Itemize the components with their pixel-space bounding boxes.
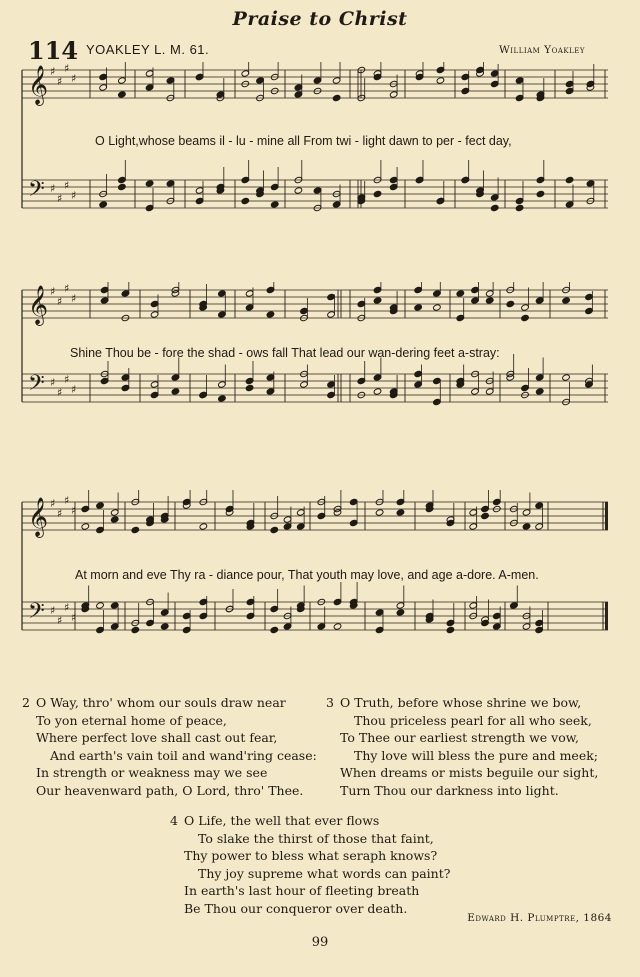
stanza-line: Be Thou our conqueror over death. [184, 900, 408, 916]
svg-text:♯: ♯ [64, 601, 70, 614]
svg-text:♯: ♯ [71, 504, 77, 517]
svg-text:♯: ♯ [57, 295, 63, 308]
svg-text:𝄞: 𝄞 [28, 497, 49, 537]
svg-text:♯: ♯ [57, 614, 63, 627]
svg-text:♯: ♯ [57, 507, 63, 520]
svg-text:♯: ♯ [64, 282, 70, 295]
stanza-line: O Life, the well that ever flows [184, 813, 380, 828]
svg-text:♯: ♯ [71, 383, 77, 396]
stanza-line: In earth's last hour of fleeting breath [184, 883, 420, 898]
stanza-line: To yon eternal home of peace, [36, 712, 227, 728]
svg-text:♯: ♯ [64, 494, 70, 507]
svg-text:♯: ♯ [50, 604, 56, 617]
staff-graphic [20, 282, 610, 442]
svg-text:𝄞: 𝄞 [28, 285, 49, 325]
stanza-line: When dreams or mists beguile our sight, [340, 765, 599, 780]
svg-text:♯: ♯ [57, 75, 63, 88]
music-system-2 [20, 282, 610, 442]
svg-text:♯: ♯ [50, 497, 56, 510]
stanza-number: 3 [326, 695, 334, 710]
composer-credit: William Yoakley [498, 44, 585, 56]
svg-text:𝄢: 𝄢 [28, 371, 45, 401]
text-author-credit: Edward H. Plumptre, 1864 [467, 912, 612, 924]
stanza-line: Thy power to bless what seraph knows? [184, 848, 438, 863]
lyric-line-1: O Light,whose beams il - lu - mine all From twi - light dawn to per - fect day, [95, 134, 512, 148]
svg-text:♯: ♯ [64, 179, 70, 192]
svg-text:𝄢: 𝄢 [28, 177, 45, 207]
stanza-number: 4 [170, 813, 178, 828]
staff-lines [22, 490, 608, 634]
svg-text:♯: ♯ [71, 611, 77, 624]
svg-text:♯: ♯ [64, 373, 70, 386]
stanza-line: Thy love will bless the pure and meek; [354, 747, 599, 763]
tune-name: YOAKLEY L. M. 61. [86, 42, 210, 57]
svg-text:♯: ♯ [50, 65, 56, 78]
stanza-line: Thou priceless pearl for all who seek, [354, 712, 592, 728]
svg-text:𝄞: 𝄞 [28, 65, 49, 105]
stanza-number: 2 [22, 695, 30, 710]
stanza-line: Our heavenward path, O Lord, thro' Thee. [36, 782, 304, 798]
svg-text:♯: ♯ [50, 285, 56, 298]
stanza-line: O Truth, before whose shrine we bow, [340, 695, 582, 710]
hymn-title: Praise to Christ [232, 8, 408, 30]
stanza-line: Where perfect love shall cast out fear, [36, 730, 278, 745]
stanza-line: O Way, thro' whom our souls draw near [36, 695, 286, 710]
staff-lines [22, 282, 608, 406]
stanza-line: To slake the thirst of those that faint, [198, 830, 434, 846]
stanza-line: Thy joy supreme what words can paint? [198, 865, 451, 881]
lyric-line-3: At morn and eve Thy ra - diance pour, That youth may love, and age a-dore. A-men. [75, 568, 539, 582]
svg-text:♯: ♯ [57, 192, 63, 205]
svg-text:♯: ♯ [71, 189, 77, 202]
stanza-line: And earth's vain toil and wand'ring cease: [50, 747, 317, 763]
svg-text:𝄢: 𝄢 [28, 599, 45, 629]
page-number: 99 [311, 935, 329, 950]
svg-text:♯: ♯ [50, 182, 56, 195]
staff-graphic [20, 62, 610, 262]
music-system-1 [20, 62, 610, 262]
stanza-4 [170, 812, 450, 917]
svg-text:♯: ♯ [64, 62, 70, 75]
svg-text:♯: ♯ [57, 386, 63, 399]
hymn-number: 114 [28, 36, 79, 65]
stanza-line: In strength or weakness may we see [36, 765, 268, 780]
svg-text:♯: ♯ [50, 376, 56, 389]
svg-text:♯: ♯ [71, 292, 77, 305]
svg-text:♯: ♯ [71, 72, 77, 85]
lyric-line-2: Shine Thou be - fore the shad - ows fall That lead our wan-dering feet a-stray: [70, 346, 500, 360]
stanza-line: To Thee our earliest strength we vow, [340, 730, 579, 745]
stanza-line: Turn Thou our darkness into light. [340, 782, 559, 798]
stanza-2 [22, 694, 317, 799]
stanza-3 [326, 694, 598, 799]
